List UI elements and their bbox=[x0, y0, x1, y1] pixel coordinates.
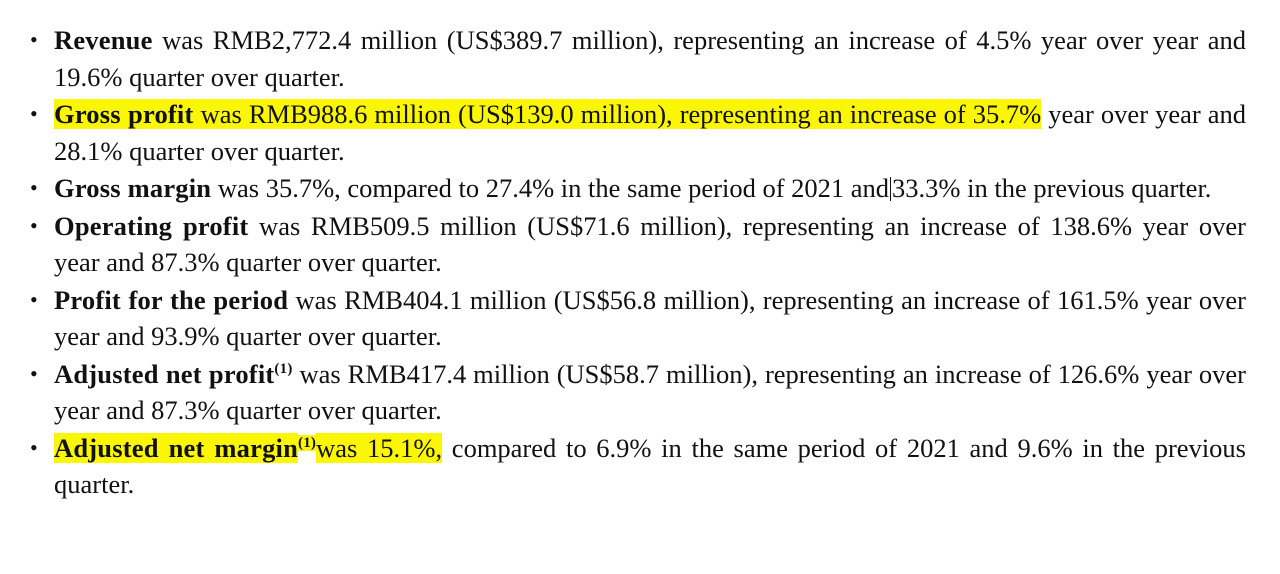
list-item bbox=[20, 170, 1246, 207]
bullet-lead-profit-for-the-period: Profit for the period bbox=[54, 284, 289, 315]
bullet-lead-operating-profit: Operating profit bbox=[54, 210, 249, 241]
text-cursor-caret bbox=[890, 177, 891, 201]
bullet-body-gross-profit-part1: was RMB988.6 million (US$139.0 million), representing an increase of 35.7% bbox=[193, 99, 1042, 129]
list-item bbox=[20, 22, 1246, 95]
bullet-body-revenue: was RMB2,772.4 million (US$389.7 million), representing an increase of 4.5% year over year and 19.6% quarter over quarter. bbox=[54, 25, 1246, 92]
bullet-body-gross-profit-part2: year over year and 28.1% quarter over quarter. bbox=[54, 99, 1246, 166]
bullet-body-gross-margin-after-caret: 33.3% in the previous quarter. bbox=[892, 173, 1212, 203]
financial-highlights-list bbox=[20, 22, 1246, 503]
footnote-marker: (1) bbox=[274, 360, 293, 377]
list-item bbox=[20, 356, 1246, 429]
bullet-lead-gross-margin: Gross margin bbox=[54, 173, 212, 203]
bullet-lead-adjusted-net-margin: Adjusted net margin bbox=[54, 432, 299, 463]
bullet-lead-gross-profit: Gross profit bbox=[54, 99, 194, 129]
list-item bbox=[20, 282, 1246, 355]
bullet-body-adjusted-net-profit: was RMB417.4 million (US$58.7 million), representing an increase of 126.6% year over year and 87.3% quarter over quarter. bbox=[54, 358, 1246, 425]
bullet-body-operating-profit: was RMB509.5 million (US$71.6 million), representing an increase of 138.6% year over year and 87.3% quarter over quarter. bbox=[54, 210, 1246, 277]
footnote-marker: (1) bbox=[298, 434, 317, 451]
bullet-lead-revenue: Revenue bbox=[54, 25, 153, 55]
list-item bbox=[20, 96, 1246, 169]
bullet-lead-adjusted-net-profit: Adjusted net profit bbox=[54, 358, 275, 389]
bullet-body-adjusted-net-margin-plain: compared to 6.9% in the same period of 2021 and 9.6% in the previous quarter. bbox=[54, 432, 1246, 499]
bullet-body-adjusted-net-margin-highlighted: was 15.1%, bbox=[316, 432, 443, 463]
bullet-body-gross-margin-before-caret: was 35.7%, compared to 27.4% in the same period of 2021 and bbox=[211, 173, 890, 203]
list-item bbox=[20, 430, 1246, 503]
list-item bbox=[20, 208, 1246, 281]
bullet-body-profit-for-the-period: was RMB404.1 million (US$56.8 million), representing an increase of 161.5% year over year and 93.9% quarter over quarter. bbox=[54, 284, 1246, 351]
